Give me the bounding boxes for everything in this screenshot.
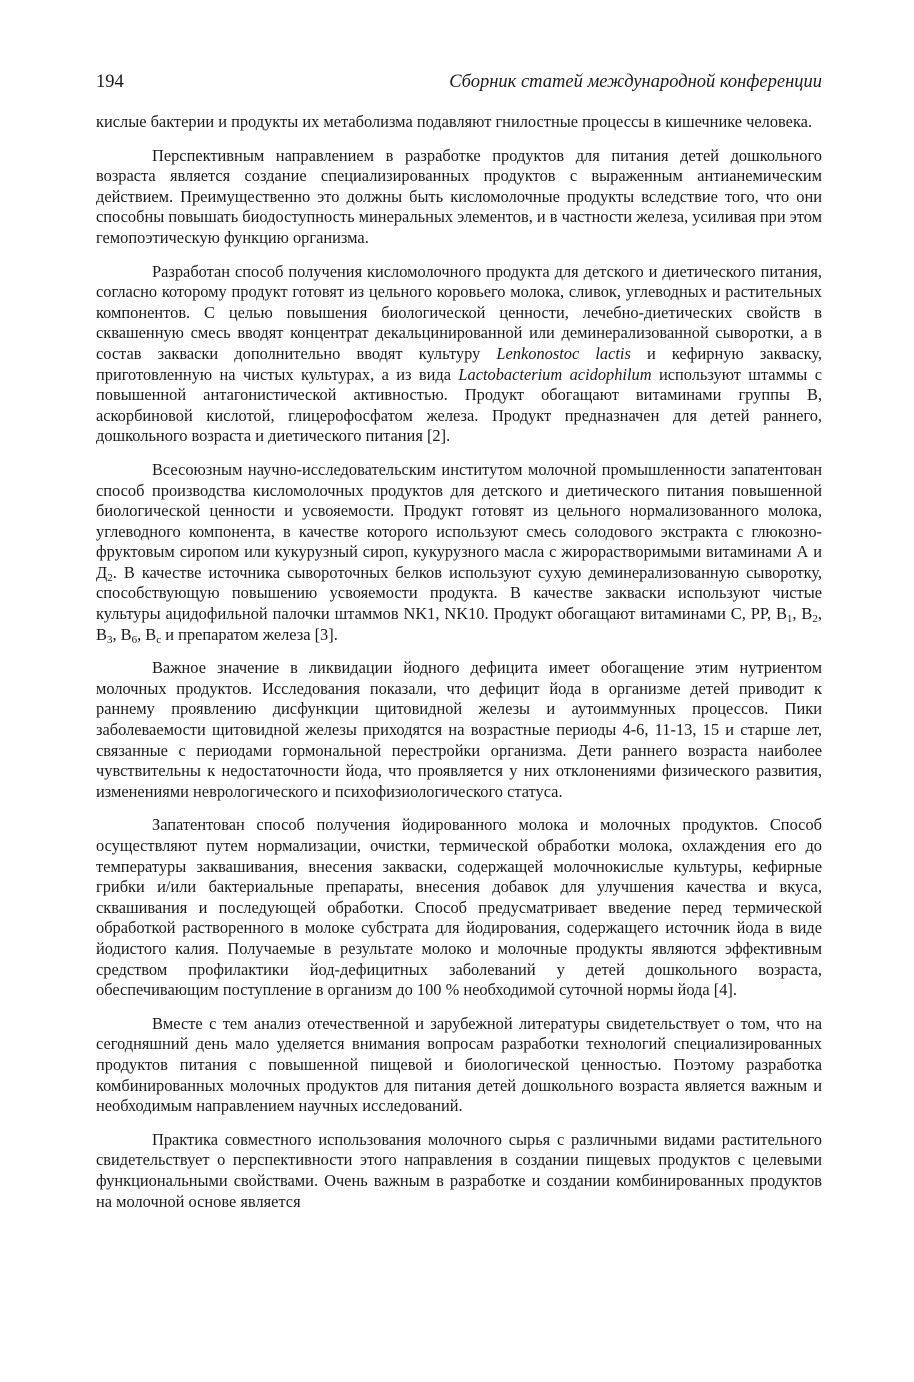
subscript: с bbox=[156, 633, 162, 646]
document-page bbox=[96, 72, 822, 1225]
species-name-lactobacterium: Lactobacterium acidophilum bbox=[458, 364, 652, 384]
subscript: 2 bbox=[107, 571, 113, 584]
paragraph-1: Перспективным направлением в разработке продуктов для питания детей дошкольного возраста является создание специализированных продуктов с выраженным антианемическим действием. Преимущественно это должны быть кисломолочные продукты вследствие того, что они способны повышать биодоступность минеральных элементов, и в частности железа, усиливая при этом гемопоэтическую функцию организма. bbox=[96, 145, 822, 247]
paragraph-2 bbox=[96, 262, 822, 447]
paragraph-3-text-a: Всесоюзным научно-исследовательским институтом молочной промышленности запатентован способ производства кисломолочных продуктов для детского и диетического питания повышенной биологической ценности и усвояемости. Продукт готовят из цельного нормализованного молока, углеводного компонента, в качестве которого используют смесь солодового экстракта с глюкозно-фруктовым сиропом или кукурузный сироп, кукурузного масла с жирорастворимыми витаминами А и Д bbox=[96, 459, 822, 582]
subscript: 6 bbox=[131, 633, 138, 646]
paragraph-3-text: , В bbox=[112, 624, 132, 644]
page-number: 194 bbox=[96, 72, 124, 92]
paragraph-2-text-c: и кефирную закваску, приготовленную на чистых культурах, а из вида bbox=[96, 343, 822, 384]
running-title: Сборник статей международной конференции bbox=[449, 72, 822, 92]
paragraph-5: Запатентован способ получения йодированного молока и молочных продуктов. Способ осуществляют путем нормализации, очистки, термической обработки молока, охлаждения его до температуры заквашивания, внесения закваски, содержащей молочнокислые культуры, кефирные грибки и/или бактериальные препараты, внесения добавок для улучшения качества и вкуса, сквашивания и последующей обработки. Способ предусматривает введение перед термической обработкой растворенного в молоке субстрата для йодирования, содержащего источник йода в виде йодистого калия. Получаемые в результате молоко и молочные продукты являются эффективным средством профилактики йод-дефицитных заболеваний у детей дошкольного возраста, обеспечивающим поступление в организм до 100 % необходимой суточной нормы йода [4]. bbox=[96, 815, 822, 1000]
paragraph-6: Вместе с тем анализ отечественной и зарубежной литературы свидетельствует о том, что на сегодняшний день мало уделяется внимания вопросам разработки технологий специализированных продуктов питания с повышенной пищевой и биологической ценностью. Поэтому разработка комбинированных молочных продуктов для питания детей дошкольного возраста является важным и необходимым направлением научных исследований. bbox=[96, 1013, 822, 1116]
paragraph-3-text: , В bbox=[792, 604, 813, 624]
subscript: 3 bbox=[106, 633, 113, 646]
subscript: 2 bbox=[812, 613, 818, 626]
paragraph-2-text-e: используют штаммы с повышенной антагонистической активностью. Продукт обогащают витаминами группы В, аскорбиновой кислотой, глицерофосфатом железа. Продукт предназначен для детей раннего, дошкольного возраста и диетического питания [2]. bbox=[96, 364, 822, 446]
subscript: 1 bbox=[786, 613, 793, 626]
paragraph-3-text: , В bbox=[96, 604, 822, 644]
paragraph-0: кислые бактерии и продукты их метаболизма подавляют гнилостные процессы в кишечнике человека. bbox=[96, 112, 813, 131]
paragraph-3 bbox=[96, 460, 822, 645]
paragraph-3-text-b: . В качестве источника сывороточных белков используют сухую деминерализованную сыворотку, способствующую повышению усвояемости продукта. В качестве закваски используют чистые культуры ацидофильной палочки штаммов NK1, NK10. Продукт обогащают витаминами С, РР, В bbox=[96, 562, 822, 624]
page-header bbox=[96, 72, 822, 98]
paragraph-3-text: , В bbox=[137, 624, 157, 644]
article-body bbox=[96, 112, 822, 1212]
paragraph-7: Практика совместного использования молочного сырья с различными видами растительного свидетельствует о перспективности этого направления в создании пищевых продуктов с целевыми функциональными свойствами. Очень важным в разработке и создании комбинированных продуктов на молочной основе является bbox=[96, 1129, 822, 1211]
species-name-leuconostoc: Lenkonostoc lactis bbox=[496, 343, 631, 363]
paragraph-4: Важное значение в ликвидации йодного дефицита имеет обогащение этим нутриентом молочных продуктов. Исследования показали, что дефицит йода в организме детей приводит к раннему проявлению дисфункции щитовидной железы и аутоиммунных процессов. Пики заболеваемости щитовидной железы приходятся на возрастные периоды 4-6, 11-13, 15 и старше лет, связанные с периодами гормональной перестройки организма. Дети раннего возраста наиболее чувствительны к недостаточности йода, что проявляется у них отклонениями физического развития, изменениями неврологического и психофизиологического статуса. bbox=[96, 658, 822, 801]
paragraph-3-text-end: и препаратом железа [3]. bbox=[161, 624, 338, 644]
paragraph-2-text-a: Разработан способ получения кисломолочного продукта для детского и диетического питания, согласно которому продукт готовят из цельного коровьего молока, сливок, углеводных и растительных компонентов. С целью повышения биологической ценности, лечебно-диетических свойств в сквашенную смесь вводят концентрат декальцинированной или деминерализованной сыворотки, а в состав закваски дополнительно вводят культуру bbox=[96, 261, 822, 363]
